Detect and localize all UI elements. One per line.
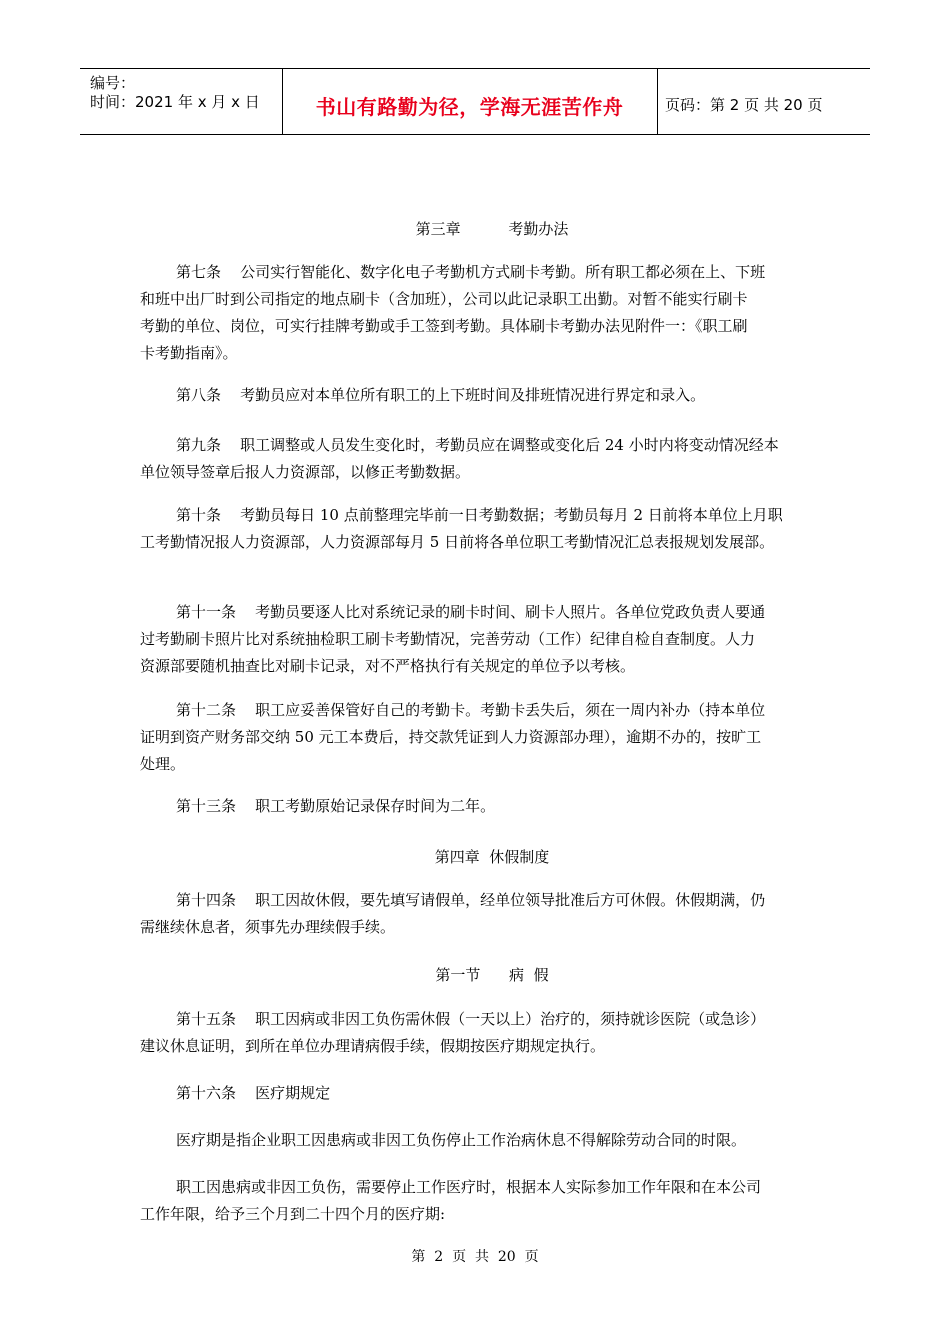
- article-11-line: 过考勤刷卡照片比对系统抽检职工刷卡考勤情况，完善劳动（工作）纪律自检自查制度。人力: [140, 630, 756, 648]
- article-16-line: 第十六条 医疗期规定: [176, 1084, 331, 1102]
- article-12-line: 证明到资产财务部交纳 50 元工本费后，持交款凭证到人力资源部办理），逾期不办的，按旷工: [140, 728, 762, 746]
- article-7-line: 和班中出厂时到公司指定的地点刷卡（含加班），公司以此记录职工出勤。对暂不能实行刷卡: [140, 290, 748, 308]
- article-10: [140, 502, 804, 556]
- medical-period-definition: [140, 1127, 804, 1154]
- document-number-label: 编号：: [90, 74, 136, 92]
- page-header: [80, 68, 870, 135]
- article-14: [140, 887, 804, 941]
- article-9-line: 第九条 职工调整或人员发生变化时，考勤员应在调整或变化后 24 小时内将变动情况经本: [176, 436, 779, 454]
- article-13-line: 第十三条 职工考勤原始记录保存时间为二年。: [176, 797, 496, 815]
- rule-line: 职工因患病或非因工负伤，需要停止工作医疗时，根据本人实际参加工作年限和在本公司: [176, 1178, 762, 1196]
- article-7-line: 考勤的单位、岗位，可实行挂牌考勤或手工签到考勤。具体刷卡考勤办法见附件一：《职工刷: [140, 317, 748, 335]
- article-10-line: 工考勤情况报人力资源部，人力资源部每月 5 日前将各单位职工考勤情况汇总表报规划发展部。: [140, 533, 775, 551]
- article-15-line: 建议休息证明，到所在单位办理请病假手续，假期按医疗期规定执行。: [140, 1037, 606, 1055]
- article-10-line: 第十条 考勤员每日 10 点前整理完毕前一日考勤数据；考勤员每月 2 日前将本单位上月职: [176, 506, 783, 524]
- article-13: [140, 793, 804, 820]
- header-meta-cell: [80, 69, 283, 134]
- article-8-line: 第八条 考勤员应对本单位所有职工的上下班时间及排班情况进行界定和录入。: [176, 386, 706, 404]
- article-15-line: 第十五条 职工因病或非因工负伤需休假（一天以上）治疗的，须持就诊医院（或急诊）: [176, 1010, 766, 1028]
- rule-line: 工作年限，给予三个月到二十四个月的医疗期:: [140, 1205, 446, 1223]
- header-motto-cell: [282, 69, 658, 134]
- article-11: [140, 599, 804, 680]
- page-footer: 第 2 页 共 20 页: [411, 1249, 539, 1265]
- article-11-line: 第十一条 考勤员要逐人比对系统记录的刷卡时间、刷卡人照片。各单位党政负责人要通: [176, 603, 766, 621]
- article-9: [140, 432, 804, 486]
- article-12-line: 第十二条 职工应妥善保管好自己的考勤卡。考勤卡丢失后，须在一周内补办（持本单位: [176, 701, 766, 719]
- header-page-info: 页码：第 2 页 共 20 页: [665, 96, 823, 114]
- article-7-line: 卡考勤指南》。: [140, 344, 238, 362]
- article-8: [140, 382, 804, 409]
- header-motto: 书山有路勤为径，学海无涯苦作舟: [315, 95, 624, 119]
- article-15: [140, 1006, 804, 1060]
- medical-period-rule: [140, 1174, 804, 1228]
- article-14-line: 第十四条 职工因故休假，要先填写请假单，经单位领导批准后方可休假。休假期满，仍: [176, 891, 766, 909]
- article-7: [140, 259, 804, 367]
- article-7-line: 第七条 公司实行智能化、数字化电子考勤机方式刷卡考勤。所有职工都必须在上、下班: [176, 263, 766, 281]
- chapter-4-heading: 第四章 休假制度: [434, 848, 550, 866]
- article-12: [140, 697, 804, 778]
- section-1-heading: 第一节 病 假: [435, 966, 549, 984]
- article-11-line: 资源部要随机抽查比对刷卡记录，对不严格执行有关规定的单位予以考核。: [140, 657, 636, 675]
- header-page-cell: [657, 69, 870, 134]
- definition-line: 医疗期是指企业职工因患病或非因工负伤停止工作治病休息不得解除劳动合同的时限。: [176, 1131, 747, 1149]
- article-14-line: 需继续休息者，须事先办理续假手续。: [140, 918, 396, 936]
- document-time-label: 时间：2021 年 x 月 x 日: [90, 93, 260, 111]
- chapter-3-heading: 第三章 考勤办法: [415, 220, 569, 238]
- article-9-line: 单位领导签章后报人力资源部，以修正考勤数据。: [140, 463, 471, 481]
- article-12-line: 处理。: [140, 755, 186, 773]
- article-16: [140, 1080, 804, 1107]
